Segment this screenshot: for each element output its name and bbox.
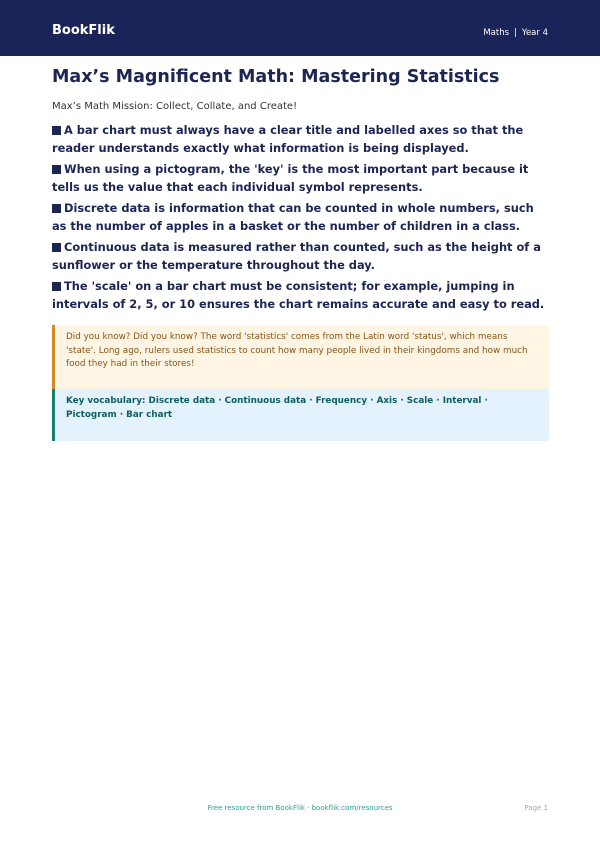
key-point xyxy=(52,238,552,274)
key-point-text: A bar chart must always have a clear title and labelled axes so that the reader understands exactly what information is being displayed. xyxy=(52,123,524,155)
page-title: Max’s Magnificent Math: Mastering Statistics xyxy=(52,67,500,87)
bullet-square-icon xyxy=(52,126,61,135)
bullet-square-icon xyxy=(52,282,61,291)
key-point-text: Discrete data is information that can be counted in whole numbers, such as the number of apples in a basket or the number of children in a class. xyxy=(52,201,534,233)
page-header xyxy=(0,0,600,56)
bullet-square-icon xyxy=(52,243,61,252)
key-point-text: The 'scale' on a bar chart must be consistent; for example, jumping in intervals of 2, 5, or 10 ensures the chart remains accurate and easy to read. xyxy=(52,279,545,311)
key-point xyxy=(52,277,552,313)
footer-link[interactable]: Free resource from BookFlik · bookflik.com/resources xyxy=(207,804,393,812)
meta-separator: | xyxy=(514,28,517,38)
key-point xyxy=(52,121,552,157)
key-points-list xyxy=(52,121,552,316)
did-you-know-box: Did you know? Did you know? The word 'statistics' comes from the Latin word 'status', which means 'state'. Long ago, rulers used statistics to count how many people lived in their kingdoms and how much food they had in their stores! xyxy=(52,325,549,389)
bullet-square-icon xyxy=(52,165,61,174)
page-number: Page 1 xyxy=(524,804,548,812)
key-vocabulary-box: Key vocabulary: Discrete data · Continuous data · Frequency · Axis · Scale · Interval · Pictogram · Bar chart xyxy=(52,389,549,441)
subject-label: Maths xyxy=(483,28,510,38)
page-subtitle: Max’s Math Mission: Collect, Collate, and Create! xyxy=(52,101,298,112)
brand-logo[interactable]: BookFlik xyxy=(52,23,115,38)
key-point xyxy=(52,199,552,235)
bullet-square-icon xyxy=(52,204,61,213)
year-label: Year 4 xyxy=(521,28,548,38)
header-meta xyxy=(483,27,548,39)
key-point xyxy=(52,160,552,196)
key-point-text: When using a pictogram, the 'key' is the most important part because it tells us the value that each individual symbol represents. xyxy=(52,162,529,194)
key-point-text: Continuous data is measured rather than counted, such as the height of a sunflower or the temperature throughout the day. xyxy=(52,240,541,272)
